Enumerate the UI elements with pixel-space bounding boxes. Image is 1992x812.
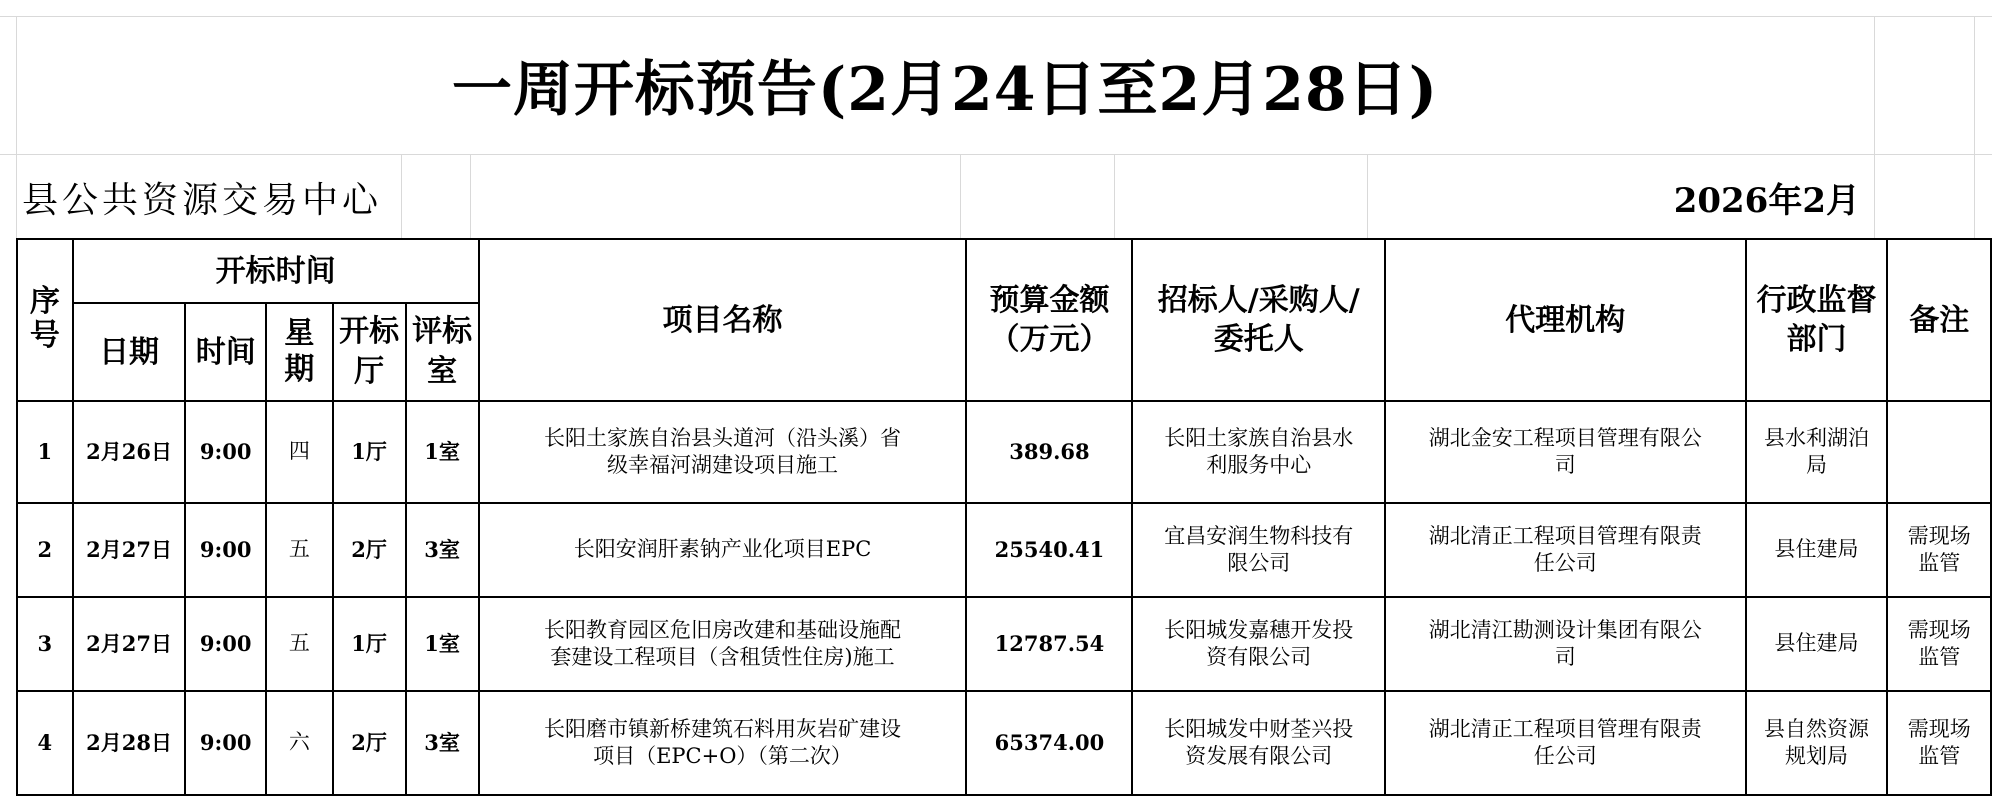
- cell-tenderer: 长阳土家族自治县水利服务中心: [1132, 401, 1385, 503]
- grid-line: [1367, 154, 1368, 238]
- cell-room: 1室: [406, 597, 479, 691]
- cell-remark: 需现场监管: [1887, 503, 1991, 597]
- header-hall: 开标厅: [333, 303, 406, 401]
- cell-room: 3室: [406, 691, 479, 795]
- grid-line: [1974, 16, 1975, 238]
- header-agency: 代理机构: [1385, 239, 1746, 401]
- cell-hall: 1厅: [333, 401, 406, 503]
- cell-remark: 需现场监管: [1887, 691, 1991, 795]
- cell-budget: 65374.00: [966, 691, 1132, 795]
- header-weekday: 星期: [266, 303, 333, 401]
- cell-weekday: 六: [266, 691, 333, 795]
- header-time: 时间: [185, 303, 266, 401]
- table-row: [17, 597, 1991, 691]
- cell-agency: 湖北清正工程项目管理有限责任公司: [1385, 691, 1746, 795]
- header-date: 日期: [73, 303, 186, 401]
- cell-supervisor: 县住建局: [1746, 503, 1888, 597]
- cell-index: 3: [17, 597, 73, 691]
- header-supervisor: 行政监督部门: [1746, 239, 1888, 401]
- cell-agency: 湖北金安工程项目管理有限公司: [1385, 401, 1746, 503]
- cell-index: 2: [17, 503, 73, 597]
- cell-tenderer: 长阳城发中财荃兴投资发展有限公司: [1132, 691, 1385, 795]
- cell-budget: 25540.41: [966, 503, 1132, 597]
- cell-tenderer: 宜昌安润生物科技有限公司: [1132, 503, 1385, 597]
- cell-room: 1室: [406, 401, 479, 503]
- header-row-top: [17, 239, 1991, 303]
- grid-line: [470, 154, 471, 238]
- header-index: 序号: [17, 239, 73, 401]
- grid-line: [960, 154, 961, 238]
- cell-hall: 1厅: [333, 597, 406, 691]
- organization-name: 县公共资源交易中心: [22, 179, 383, 221]
- year-month: 2026年2月: [1673, 180, 1860, 221]
- cell-hall: 2厅: [333, 503, 406, 597]
- cell-time: 9:00: [185, 503, 266, 597]
- cell-agency: 湖北清正工程项目管理有限责任公司: [1385, 503, 1746, 597]
- cell-supervisor: 县住建局: [1746, 597, 1888, 691]
- cell-index: 4: [17, 691, 73, 795]
- cell-agency: 湖北清江勘测设计集团有限公司: [1385, 597, 1746, 691]
- cell-budget: 389.68: [966, 401, 1132, 503]
- grid-line: [401, 154, 402, 238]
- cell-remark: 需现场监管: [1887, 597, 1991, 691]
- header-budget: 预算金额（万元）: [966, 239, 1132, 401]
- cell-time: 9:00: [185, 401, 266, 503]
- cell-remark: [1887, 401, 1991, 503]
- cell-time: 9:00: [185, 691, 266, 795]
- cell-time: 9:00: [185, 597, 266, 691]
- table-row: [17, 691, 1991, 795]
- table-row: [17, 503, 1991, 597]
- cell-supervisor: 县水利湖泊局: [1746, 401, 1888, 503]
- cell-project: 长阳安润肝素钠产业化项目EPC: [479, 503, 967, 597]
- header-remark: 备注: [1887, 239, 1991, 401]
- cell-weekday: 五: [266, 503, 333, 597]
- cell-budget: 12787.54: [966, 597, 1132, 691]
- grid-line: [1874, 16, 1875, 238]
- bid-schedule-table: [16, 238, 1992, 796]
- cell-hall: 2厅: [333, 691, 406, 795]
- cell-index: 1: [17, 401, 73, 503]
- cell-date: 2月27日: [73, 503, 186, 597]
- cell-date: 2月26日: [73, 401, 186, 503]
- table-row: [17, 401, 1991, 503]
- header-room: 评标室: [406, 303, 479, 401]
- cell-date: 2月28日: [73, 691, 186, 795]
- header-open-time: 开标时间: [73, 239, 479, 303]
- header-tenderer: 招标人/采购人/委托人: [1132, 239, 1385, 401]
- cell-weekday: 四: [266, 401, 333, 503]
- grid-line: [0, 154, 1992, 155]
- cell-room: 3室: [406, 503, 479, 597]
- cell-project: 长阳磨市镇新桥建筑石料用灰岩矿建设项目（EPC+O）（第二次）: [479, 691, 967, 795]
- cell-project: 长阳教育园区危旧房改建和基础设施配套建设工程项目（含租赁性住房)施工: [479, 597, 967, 691]
- cell-weekday: 五: [266, 597, 333, 691]
- cell-project: 长阳土家族自治县头道河（沿头溪）省级幸福河湖建设项目施工: [479, 401, 967, 503]
- cell-tenderer: 长阳城发嘉穗开发投资有限公司: [1132, 597, 1385, 691]
- page-title: 一周开标预告(2月24日至2月28日): [451, 55, 1439, 125]
- cell-supervisor: 县自然资源规划局: [1746, 691, 1888, 795]
- header-project: 项目名称: [479, 239, 967, 401]
- cell-date: 2月27日: [73, 597, 186, 691]
- grid-line: [1114, 154, 1115, 238]
